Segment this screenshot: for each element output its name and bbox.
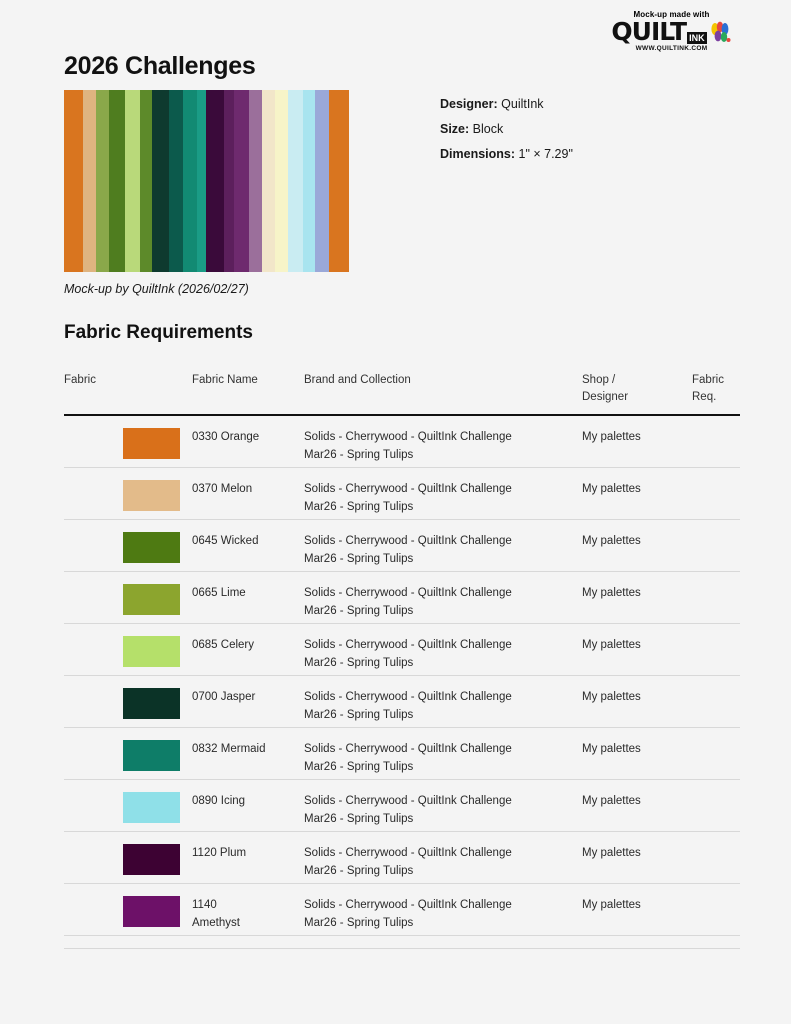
brand-line2: Mar26 - Spring Tulips [304, 605, 414, 617]
brand-line2: Mar26 - Spring Tulips [304, 813, 414, 825]
logo-url: WWW.QUILTINK.COM [635, 45, 708, 52]
mockup-stripe [224, 90, 234, 272]
fabric-name-cell: 1120 Plum [192, 847, 247, 859]
shop-designer-cell: My palettes [582, 847, 641, 859]
brand-line1: Solids - Cherrywood - QuiltInk Challenge [304, 691, 512, 703]
fabric-name-cell: 0330 Orange [192, 431, 260, 443]
mockup-stripe [140, 90, 152, 272]
fabric-color-swatch [123, 532, 180, 563]
fabric-swatch-cell [64, 636, 192, 667]
column-header-fabric-req [692, 372, 740, 406]
table-header-row [64, 372, 740, 414]
mockup-stripe [152, 90, 169, 272]
brand-line1: Solids - Cherrywood - QuiltInk Challenge [304, 483, 512, 495]
fabric-name-cell: 0665 Lime [192, 587, 246, 599]
fabric-swatch-cell [64, 428, 192, 459]
fabric-swatch-cell [64, 844, 192, 875]
column-header-shop-line1: Shop / [582, 374, 616, 386]
fabric-name-cell [192, 896, 304, 932]
fabric-swatch-cell [64, 740, 192, 771]
fabric-name-cell: 0890 Icing [192, 795, 246, 807]
quilt-mockup-preview [64, 90, 349, 272]
brand-collection-cell [304, 636, 582, 672]
mockup-stripe [109, 90, 125, 272]
mockup-stripe [169, 90, 183, 272]
table-footer-divider [64, 948, 740, 949]
mockup-stripe [303, 90, 315, 272]
brand-line1: Solids - Cherrywood - QuiltInk Challenge [304, 899, 512, 911]
mockup-stripe [197, 90, 206, 272]
brand-line2: Mar26 - Spring Tulips [304, 553, 414, 565]
brand-line2: Mar26 - Spring Tulips [304, 449, 414, 461]
table-row [64, 468, 740, 520]
brand-collection-cell [304, 480, 582, 516]
shop-designer-cell: My palettes [582, 587, 641, 599]
fabric-color-swatch [123, 480, 180, 511]
shop-designer-cell: My palettes [582, 743, 641, 755]
brand-line2: Mar26 - Spring Tulips [304, 761, 414, 773]
table-row [64, 728, 740, 780]
mockup-stripe [83, 90, 96, 272]
fabric-color-swatch [123, 688, 180, 719]
table-row [64, 884, 740, 936]
logo-word-ink: INK [689, 33, 705, 43]
shop-designer-cell: My palettes [582, 431, 641, 443]
column-header-fabric: Fabric [64, 374, 96, 386]
meta-designer-label: Designer: [440, 97, 498, 111]
brand-collection-cell [304, 688, 582, 724]
brand-line2: Mar26 - Spring Tulips [304, 917, 414, 929]
meta-size-label: Size: [440, 122, 470, 136]
logo-word-quilt: QUILT [611, 17, 687, 46]
fabric-color-swatch [123, 896, 180, 927]
mockup-stripe [249, 90, 262, 272]
fabric-name-line1: 1140 [192, 899, 217, 911]
logo-tagline: Mock-up made with [633, 10, 710, 19]
brand-line1: Solids - Cherrywood - QuiltInk Challenge [304, 795, 512, 807]
mockup-stripe [183, 90, 197, 272]
brand-collection-cell [304, 896, 582, 932]
fabric-color-swatch [123, 584, 180, 615]
mockup-stripe [96, 90, 109, 272]
brand-line1: Solids - Cherrywood - QuiltInk Challenge [304, 587, 512, 599]
mockup-stripe [206, 90, 224, 272]
shop-designer-cell: My palettes [582, 691, 641, 703]
fabric-name-cell: 0832 Mermaid [192, 743, 266, 755]
paint-splat-icon [710, 20, 732, 44]
brand-collection-cell [304, 584, 582, 620]
meta-size [440, 117, 573, 142]
fabric-color-swatch [123, 740, 180, 771]
mockup-stripe [262, 90, 275, 272]
fabric-color-swatch [123, 636, 180, 667]
brand-line2: Mar26 - Spring Tulips [304, 709, 414, 721]
fabric-swatch-cell [64, 480, 192, 511]
brand-line1: Solids - Cherrywood - QuiltInk Challenge [304, 639, 512, 651]
brand-collection-cell [304, 844, 582, 880]
meta-size-value: Block [472, 122, 504, 136]
fabric-swatch-cell [64, 792, 192, 823]
shop-designer-cell: My palettes [582, 639, 641, 651]
brand-line1: Solids - Cherrywood - QuiltInk Challenge [304, 743, 512, 755]
meta-dimensions [440, 142, 573, 167]
brand-line2: Mar26 - Spring Tulips [304, 657, 414, 669]
column-header-shop-line2: Designer [582, 391, 629, 403]
brand-line1: Solids - Cherrywood - QuiltInk Challenge [304, 535, 512, 547]
column-header-fabric-name: Fabric Name [192, 374, 258, 386]
page-title: 2026 Challenges [64, 52, 256, 80]
brand-collection-cell [304, 428, 582, 464]
table-row [64, 780, 740, 832]
brand-line1: Solids - Cherrywood - QuiltInk Challenge [304, 847, 512, 859]
meta-dimensions-label: Dimensions: [440, 147, 516, 161]
shop-designer-cell: My palettes [582, 535, 641, 547]
shop-designer-cell: My palettes [582, 899, 641, 911]
table-row [64, 416, 740, 468]
column-header-req-line1: Fabric [692, 374, 724, 386]
shop-designer-cell: My palettes [582, 795, 641, 807]
meta-dimensions-value: 1" × 7.29" [518, 147, 573, 161]
mockup-stripe [315, 90, 329, 272]
mockup-stripe [234, 90, 249, 272]
table-row [64, 520, 740, 572]
meta-designer-value: QuiltInk [501, 97, 544, 111]
brand-line2: Mar26 - Spring Tulips [304, 501, 414, 513]
fabric-color-swatch [123, 844, 180, 875]
section-title-fabric-requirements: Fabric Requirements [64, 322, 253, 343]
fabric-color-swatch [123, 792, 180, 823]
table-row [64, 572, 740, 624]
brand-line2: Mar26 - Spring Tulips [304, 865, 414, 877]
fabric-name-cell: 0700 Jasper [192, 691, 256, 703]
fabric-requirements-table [64, 372, 740, 949]
mockup-caption: Mock-up by QuiltInk (2026/02/27) [64, 282, 249, 296]
mockup-stripe [329, 90, 349, 272]
table-body [64, 416, 740, 936]
table-row [64, 832, 740, 884]
brand-collection-cell [304, 532, 582, 568]
quiltink-logo [604, 10, 739, 52]
mockup-stripe [125, 90, 140, 272]
table-row [64, 624, 740, 676]
mockup-stripe [275, 90, 288, 272]
fabric-swatch-cell [64, 688, 192, 719]
fabric-swatch-cell [64, 584, 192, 615]
fabric-name-cell: 0370 Melon [192, 483, 253, 495]
brand-collection-cell [304, 792, 582, 828]
mockup-stripe [288, 90, 303, 272]
column-header-shop-designer [582, 372, 692, 406]
pattern-metadata [440, 92, 573, 167]
brand-collection-cell [304, 740, 582, 776]
mockup-stripe [64, 90, 83, 272]
shop-designer-cell: My palettes [582, 483, 641, 495]
fabric-swatch-cell [64, 896, 192, 927]
logo-wordmark [604, 17, 739, 46]
column-header-req-line2: Req. [692, 391, 717, 403]
fabric-name-cell: 0645 Wicked [192, 535, 259, 547]
brand-line1: Solids - Cherrywood - QuiltInk Challenge [304, 431, 512, 443]
table-row [64, 676, 740, 728]
fabric-name-cell: 0685 Celery [192, 639, 255, 651]
meta-designer [440, 92, 573, 117]
fabric-name-line2: Amethyst [192, 917, 240, 929]
fabric-color-swatch [123, 428, 180, 459]
column-header-brand-collection: Brand and Collection [304, 374, 411, 386]
fabric-swatch-cell [64, 532, 192, 563]
